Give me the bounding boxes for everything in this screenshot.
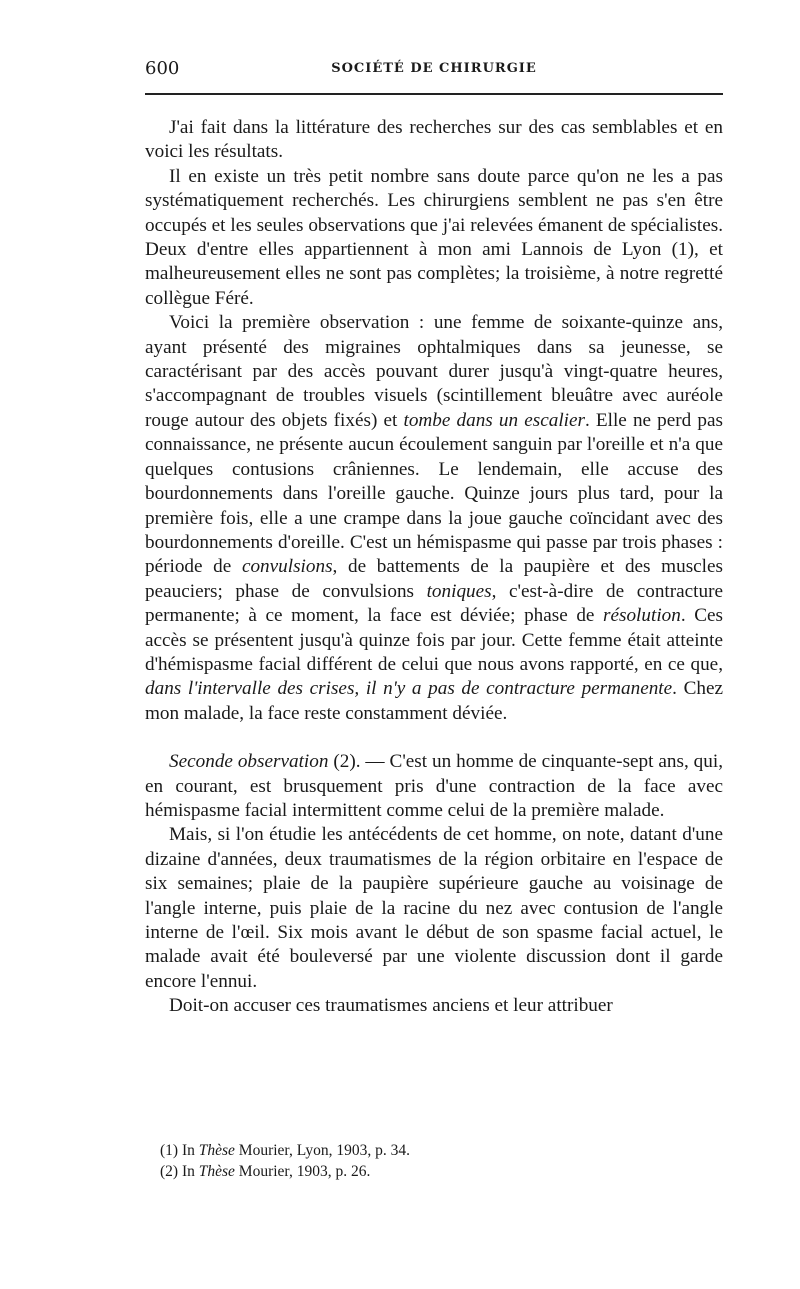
italic-text: Thèse [198, 1163, 235, 1180]
italic-text: tombe dans un escalier [403, 409, 585, 431]
text-run: J'ai fait dans la littérature des recherches sur des cas semblables et en voici les résultats. [145, 117, 723, 163]
italic-text: résolution [603, 605, 681, 627]
paragraph [145, 994, 723, 1018]
footnotes [160, 1140, 720, 1182]
italic-text: toniques [426, 580, 492, 602]
text-run: . Elle ne perd pas connaissance, ne présente aucun écoulement sanguin par l'oreille et n'a que quelques contusions crâniennes. Le lendemain, elle accuse des bourdonnements dans l'oreille gauche. Quinze jours plus tard, pour la première fois, elle a une crampe dans la joue gauche coïncidant avec des bourdonnements d'oreille. C'est un hémispasme qui passe par trois phases : période de [145, 409, 723, 578]
paragraph [145, 750, 723, 823]
text-run: Mais, si l'on étudie les antécédents de cet homme, on note, datant d'une dizaine d'années, deux traumatismes de la région orbitaire en l'espace de six semaines; plaie de la paupière supérieure gauche au voisinage de l'angle interne, puis plaie de la racine du nez avec contusion de l'angle interne de l'œil. Six mois avant le début de son spasme facial actuel, le malade avait été bouleversé par une violente discussion dont il garde encore l'ennui. [145, 824, 723, 992]
running-head: SOCIÉTÉ DE CHIRURGIE [331, 61, 537, 76]
text-run: Il en existe un très petit nombre sans doute parce qu'on ne les a pas systématiquement recherchés. Les chirurgiens semblent ne pas s'en être occupés et les seules observations que j'ai relevées émanent de spécialistes. Deux d'entre elles appartiennent à mon ami Lannois de Lyon (1), et malheureusement elles ne sont pas complètes; la troisième, à notre regretté collègue Féré. [145, 165, 723, 309]
text-run: (2). — C'est un homme de cinquante-sept ans, qui, en courant, est brusquement pris d'une contraction de la face avec hémispasme facial intermittent comme celui de la première malade. [145, 751, 723, 821]
text-run: (1) In [160, 1142, 199, 1159]
text-run: Mourier, Lyon, 1903, p. 34. [234, 1142, 410, 1159]
text-run: Doit-on accuser ces traumatismes anciens et leur attribuer [169, 995, 613, 1017]
paragraph [145, 823, 723, 994]
text-run: Mourier, 1903, p. 26. [234, 1163, 371, 1180]
paragraph [145, 311, 723, 726]
text-run: . Ces accès se présentent jusqu'à quinze fois par jour. Cette femme était atteinte d'hémispasme facial différent de celui que nous avons rapporté, en ce que, [145, 605, 723, 675]
paragraph [145, 165, 723, 311]
footnote [160, 1140, 720, 1161]
footnote [160, 1161, 720, 1182]
page-number: 600 [145, 58, 180, 79]
text-run: , c'est-à-dire de contracture permanente; à ce moment, la face est déviée; phase de [145, 580, 723, 627]
italic-text: Thèse [198, 1142, 235, 1159]
italic-text: Seconde observation [169, 751, 329, 773]
paragraph [145, 116, 723, 165]
page-header [145, 58, 723, 84]
text-run: , de battements de la paupière et des muscles peauciers; phase de convulsions [145, 556, 723, 602]
italic-text: dans l'intervalle des crises, il n'y a pas de contracture permanente [145, 678, 673, 700]
text-run: . Chez mon malade, la face reste constamment déviée. [145, 678, 723, 724]
text-run: (2) In [160, 1163, 199, 1180]
header-rule [145, 93, 723, 95]
body-text [145, 116, 723, 1019]
italic-text: convulsions [241, 556, 333, 578]
text-run: Voici la première observation : une femme de soixante-quinze ans, ayant présenté des migraines ophtalmiques dans sa jeunesse, se caractérisant par des accès pouvant durer jusqu'à vingt-quatre heures, s'accompagnant de troubles visuels (scintillement bleuâtre avec auréole rouge autour des objets fixés) et [145, 312, 723, 431]
